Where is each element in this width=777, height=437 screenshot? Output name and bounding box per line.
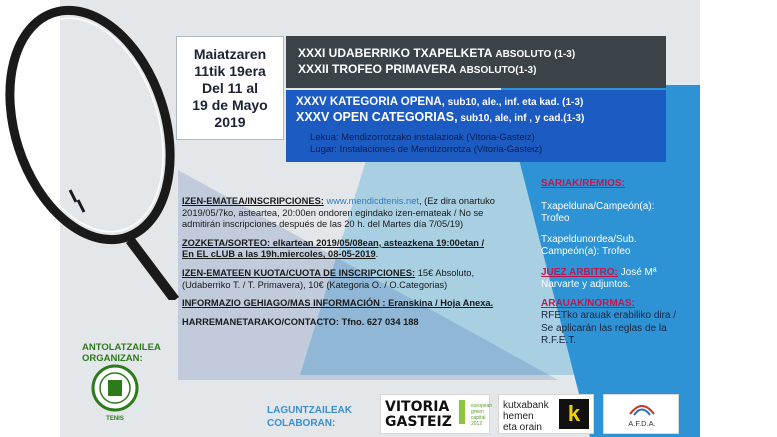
date-line: 2019 — [214, 114, 246, 130]
club-logo-text: TENIS — [106, 416, 124, 422]
title-basque: XXXI UDABERRIKO TXAPELKETA ABSOLUTO (1-3) — [298, 46, 576, 60]
category-basque: XXXV KATEGORIA OPENA, sub10, ale., inf. eta kad. (1-3) — [296, 96, 584, 108]
date-line: Maiatzaren — [193, 46, 267, 62]
kutxabank-k-icon: k — [559, 399, 589, 429]
date-line: Del 11 al — [201, 80, 259, 96]
venue-basque: Lekua: Mendizorrotzako instalazioak (Vitoria-Gasteiz) — [310, 132, 535, 143]
organizer-label: ANTOLATZAILEA ORGANIZAN: — [82, 342, 161, 364]
tennis-racket-icon — [0, 0, 200, 300]
contact-line: HARREMANETARAKO/CONTACTO: Tfno. 627 034 188 — [182, 316, 419, 327]
sponsor-vitoria-gasteiz-logo: VITORIA GASTEIZ european green capital 2012 — [380, 394, 490, 434]
title-spanish: XXXII TROFEO PRIMAVERA ABSOLUTO(1-3) — [298, 62, 537, 76]
venue-box — [286, 130, 666, 162]
registration-info — [182, 196, 498, 335]
rules-title: ARAUAK/NORMAS: — [541, 297, 635, 309]
date-line: 11tik 19era — [194, 63, 266, 79]
prize-champion: Txapelduna/Campeón(a): Trofeo — [541, 200, 655, 224]
category-spanish: XXXV OPEN CATEGORIAS, sub10, ale, inf , y cad.(1-3) — [296, 110, 585, 124]
green-capital-bar-icon — [459, 400, 465, 424]
sponsor-afda-logo: A.F.D.A. — [603, 394, 679, 434]
registration-link[interactable]: www.mendicdtenis.net — [323, 196, 419, 206]
tournament-title-box — [286, 36, 666, 88]
prize-runner-up: Txapeldunordea/Sub. Campeón(a): Trofeo — [541, 233, 637, 257]
sponsors-label: LAGUNTZAILEAK COLABORAN: — [267, 405, 352, 429]
venue-spanish: Lugar: Instalaciones de Mendizorrotza (Vitoria-Gasteiz) — [310, 144, 543, 155]
rules-text: RFETko arauak erabiliko dira / Se aplicarán las reglas de la R.F.E.T. — [541, 310, 677, 346]
club-logo-icon — [90, 362, 140, 422]
sponsor-kutxabank-logo: kutxabank hemen eta orain k — [498, 394, 594, 434]
draw-paragraph: ZOZKETA/SORTEO: elkartean 2019/05/08ean, asteazkena 19:00etan / En EL cLUB a las 19h.miercoles, 08-05-2019. — [182, 237, 485, 260]
referee-line: JUEZ ARBITRO: José Mª Narvarte y adjuntos. — [541, 266, 657, 290]
fee-paragraph: IZEN-EMATEEN KUOTA/CUOTA DE INSCRIPCIONES: 15€ Absoluto,(Udaberriko T. / T. Primavera), 10€ (Kategoria O. / O.Categorias) — [182, 267, 475, 290]
afda-mark-icon — [626, 398, 658, 418]
registration-paragraph: IZEN-EMATEA/INSCRIPCIONES: www.mendicdtenis.net, (Ez dira onartuko 2019/05/7ko, asteartea, 20:00en ondoren egindako izen-emateak / No se admitirán inscripciones después de las 20 h. del Martes día 7/05/19) — [182, 196, 495, 230]
prizes-title: SARIAK/REMIOS: — [541, 178, 625, 189]
more-info-paragraph: INFORMAZIO GEHIAGO/MAS INFORMACIÓN : Eranskina / Hoja Anexa. — [182, 298, 494, 309]
date-box — [176, 36, 284, 140]
date-line: 19 de Mayo — [192, 97, 268, 113]
prizes-column — [541, 178, 681, 348]
